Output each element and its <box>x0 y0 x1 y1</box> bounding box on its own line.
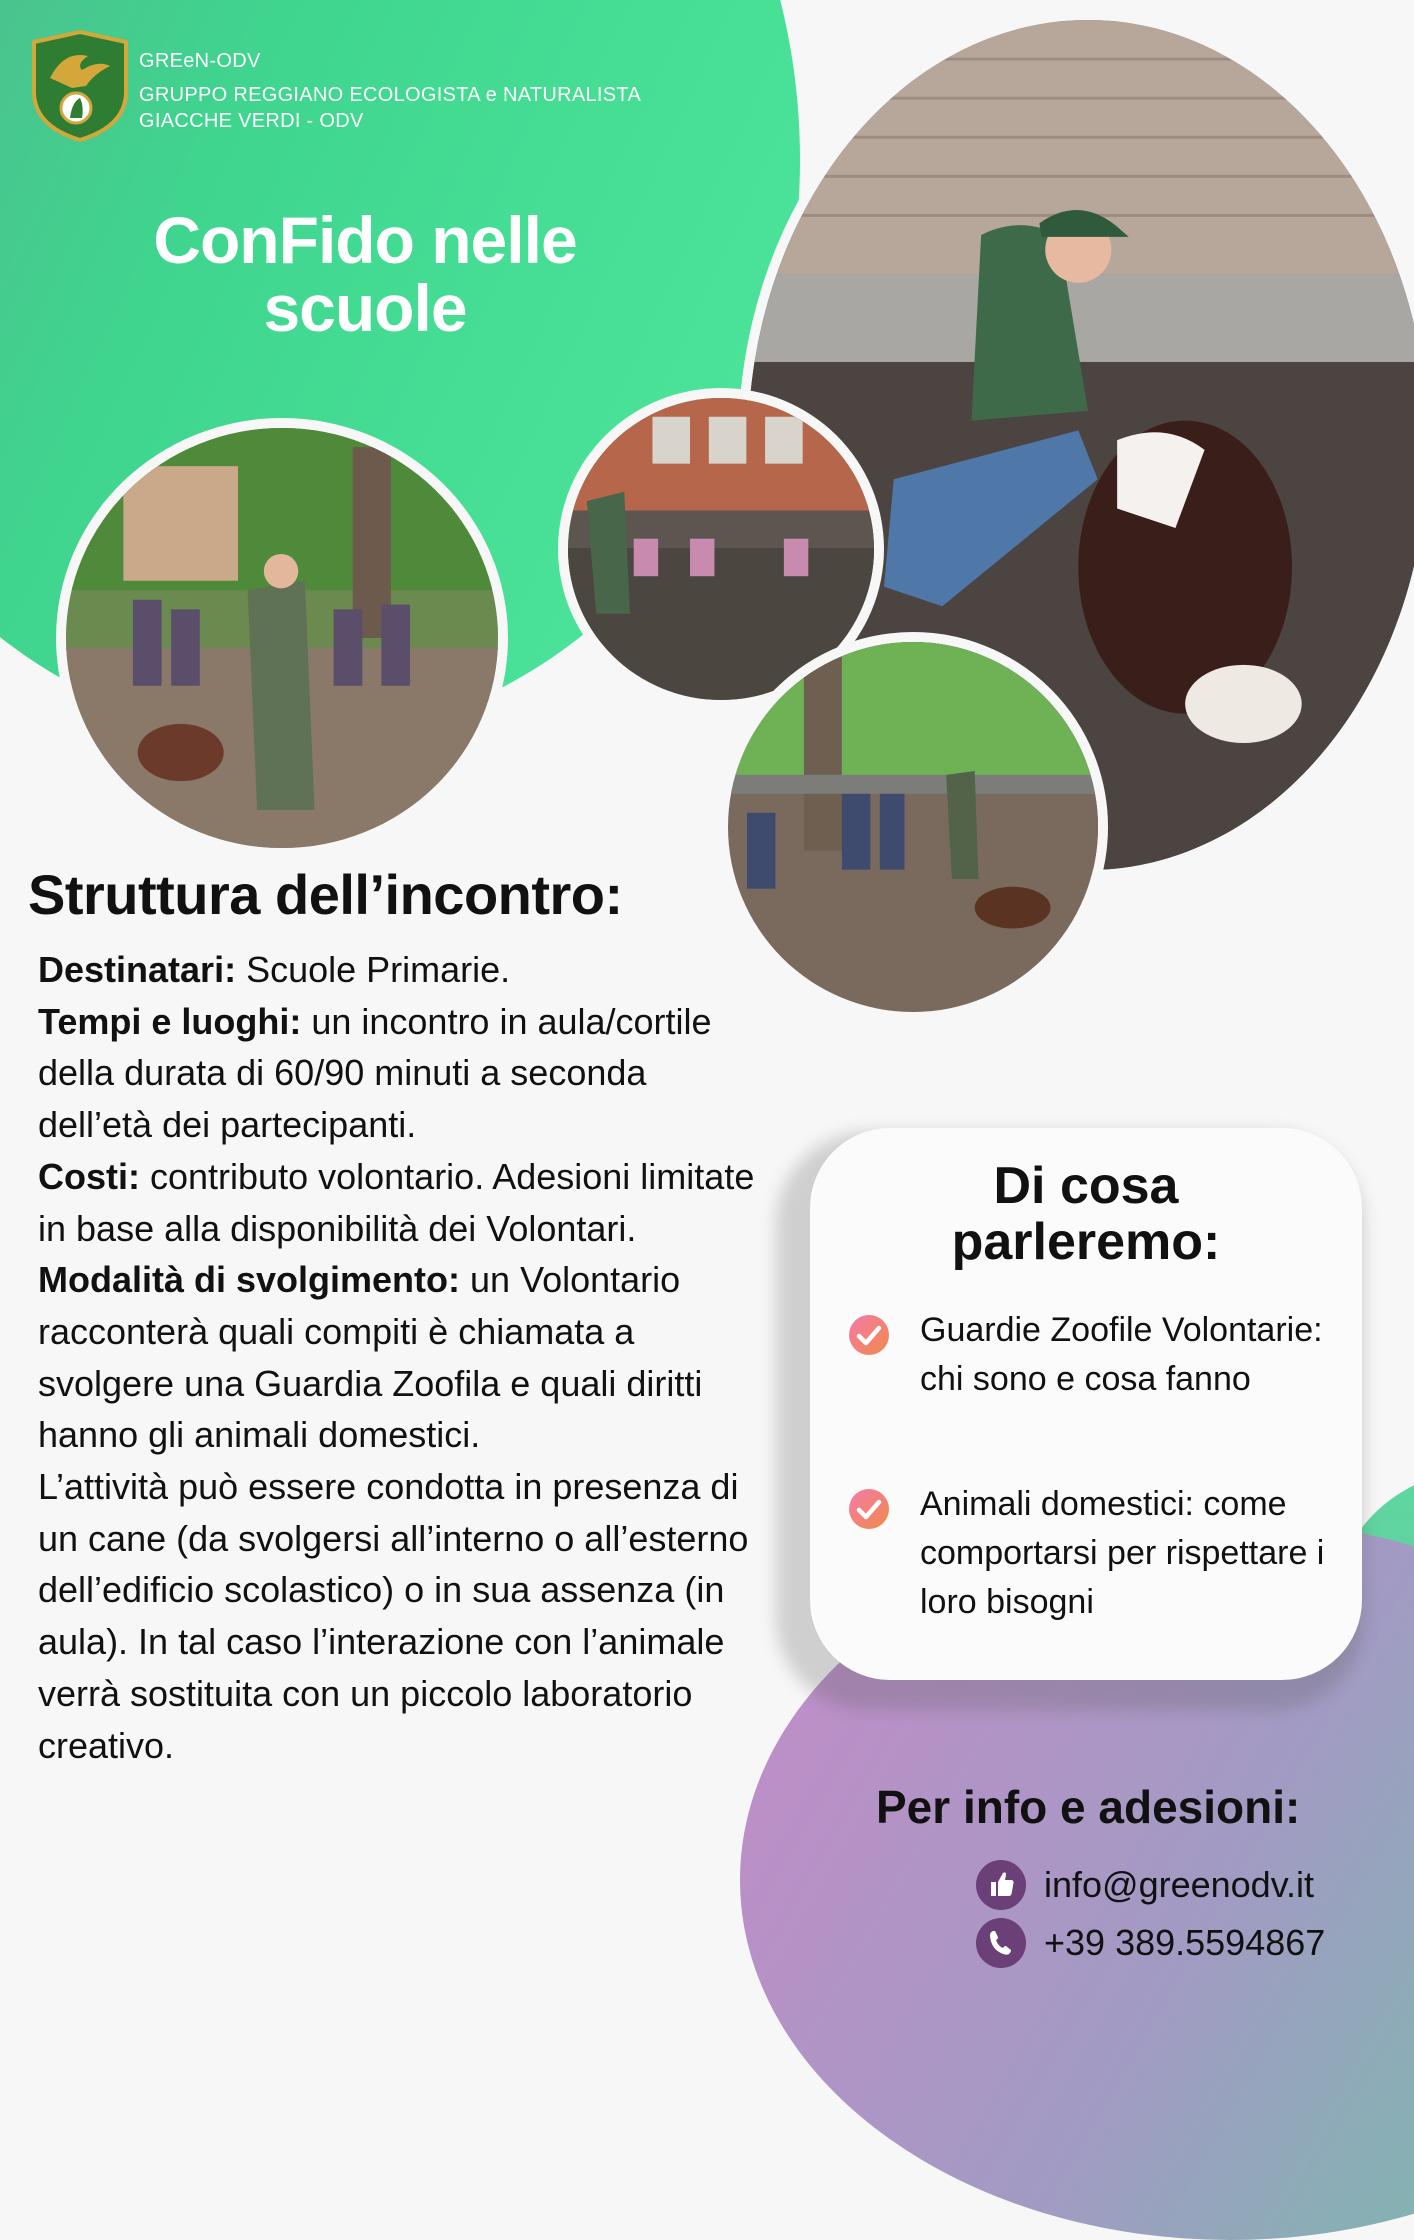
recipients-paragraph <box>38 944 758 996</box>
topic-text: Animali domestici: come comportarsi per rispettare i loro bisogni <box>920 1485 1325 1621</box>
page-title <box>90 203 640 345</box>
check-circle-icon <box>848 1488 890 1530</box>
recipients-label: Destinatari: <box>38 949 237 990</box>
organization-name <box>139 48 641 134</box>
email-link[interactable]: info@greenodv.it <box>1044 1864 1315 1905</box>
mode-paragraph <box>38 1254 758 1461</box>
cost-label: Costi: <box>38 1155 140 1197</box>
topics-heading <box>810 1158 1362 1270</box>
title-line1: ConFido nelle <box>153 203 577 277</box>
photo-dog-in-park <box>718 632 1108 1022</box>
topic-text: Guardie Zoofile Volontarie: chi sono e cosa fanno <box>920 1311 1323 1398</box>
time-label: Tempi e luoghi: <box>38 1000 302 1042</box>
topics-card <box>810 1128 1362 1680</box>
org-short-name: GREeN-ODV <box>139 50 261 72</box>
topics-heading-line1: Di cosa <box>993 1157 1179 1215</box>
mode-value: un Volontario racconterà quali compiti è chiamata a svolgere una Guardia Zoofila e quali diritti hanno gli animali domestici. <box>38 1259 703 1456</box>
topics-heading-line2: parleremo: <box>951 1213 1221 1271</box>
time-paragraph <box>38 996 758 1151</box>
recipients-value: Scuole Primarie. <box>236 949 511 990</box>
thumbs-up-icon <box>976 1860 1026 1910</box>
mode-label: Modalità di svolgimento: <box>38 1259 461 1301</box>
org-full-name-line1: GRUPPO REGGIANO ECOLOGISTA e NATURALISTA <box>139 84 642 106</box>
activity-paragraph: L’attività può essere condotta in presenza di un cane (da svolgersi all’interno o all’esterno dell’edificio scolastico) o in sua assenza (in aula). In tal caso l’interazione con l’animale verrà sostituita con un piccolo laboratorio creativo. <box>38 1466 749 1766</box>
organization-logo <box>28 30 132 142</box>
title-line2: scuole <box>263 271 467 345</box>
structure-heading: Struttura dell’incontro: <box>28 863 623 926</box>
cost-value: contributo volontario. Adesioni limitate in base alla disponibilità dei Volontari. <box>38 1155 755 1249</box>
photo-children-outdoor <box>56 418 508 858</box>
check-circle-icon <box>848 1314 890 1356</box>
org-full-name-line2: GIACCHE VERDI - ODV <box>139 110 364 132</box>
contact-heading: Per info e adesioni: <box>876 1781 1301 1833</box>
structure-description <box>38 944 758 1771</box>
cost-paragraph <box>38 1151 758 1254</box>
phone-number[interactable]: +39 389.5594867 <box>1044 1922 1326 1963</box>
time-value: un incontro in aula/cortile della durata di 60/90 minuti a seconda dell’età dei partecipanti. <box>38 1000 712 1146</box>
phone-icon <box>976 1918 1026 1968</box>
